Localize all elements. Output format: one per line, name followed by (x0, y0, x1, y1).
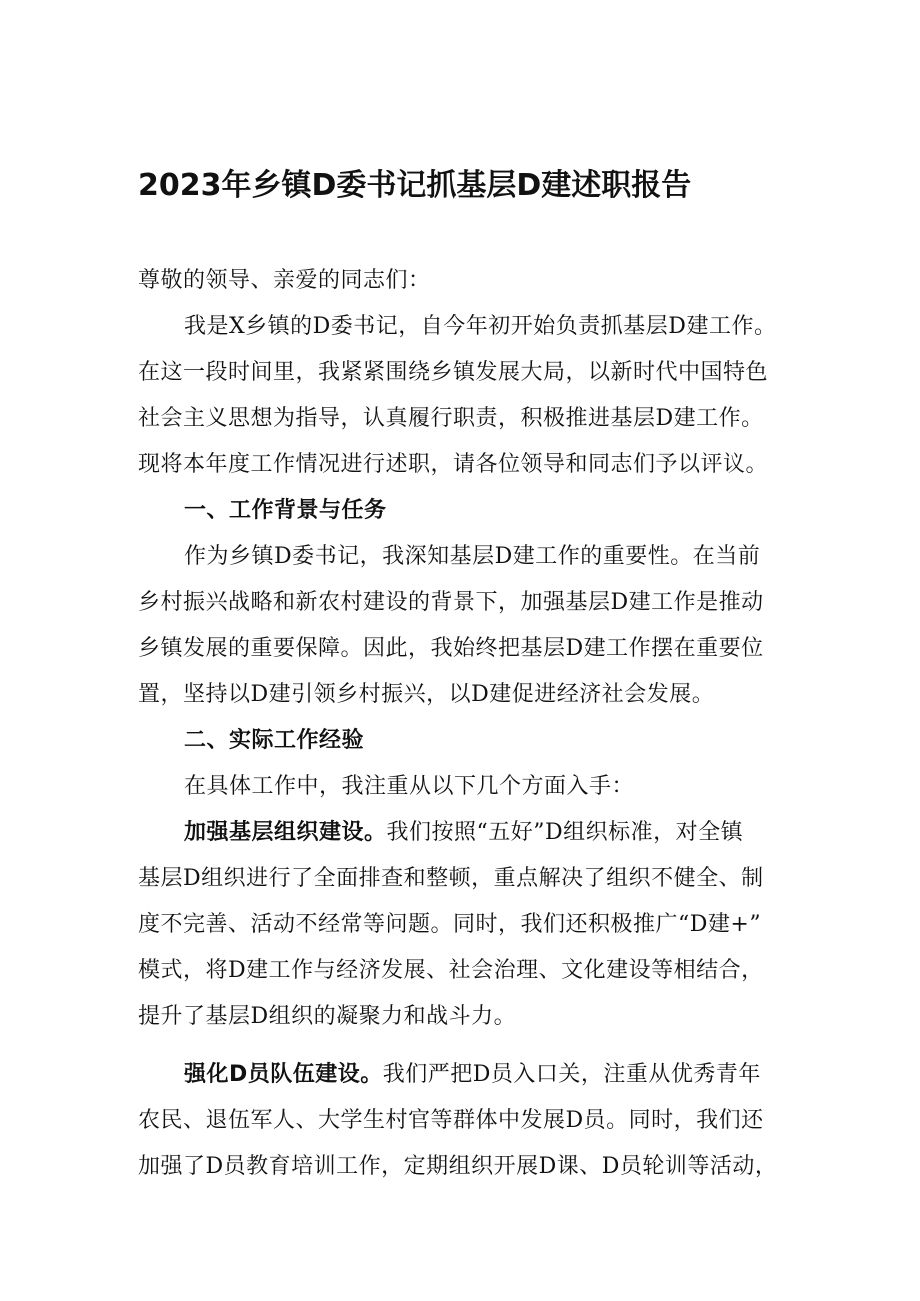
section-heading-experience: 二、实际工作经验 (184, 728, 365, 753)
section1-line: 乡村振兴战略和新农村建设的背景下，加强基层D建工作是推动 (138, 590, 764, 615)
para1-first-text: 我们按照“五好”D组织标准，对全镇 (386, 820, 744, 845)
section1-line: 置，坚持以D建引领乡村振兴，以D建促进经济社会发展。 (138, 682, 715, 707)
document-body (138, 258, 798, 1190)
greeting: 尊敬的领导、亲爱的同志们： (138, 268, 431, 293)
para2-lead: 强化D员队伍建设。 (184, 1062, 383, 1087)
para2-first-text: 我们严把D员入口关，注重从优秀青年 (382, 1062, 761, 1087)
intro-line: 在这一段时间里，我紧紧围绕乡镇发展大局，以新时代中国特色 (138, 360, 769, 385)
para2-first-line (138, 1052, 798, 1098)
para1-line: 度不完善、活动不经常等问题。同时，我们还积极推广“D建+” (138, 912, 762, 937)
para1-line: 模式，将D建工作与经济发展、社会治理、文化建设等相结合， (138, 958, 764, 983)
para1-line: 基层D组织进行了全面排查和整顿，重点解决了组织不健全、制 (138, 866, 764, 891)
section2-intro: 在具体工作中，我注重从以下几个方面入手： (184, 774, 635, 799)
para2-line: 加强了D员教育培训工作，定期组织开展D课、D员轮训等活动， (138, 1154, 778, 1179)
section1-line: 乡镇发展的重要保障。因此，我始终把基层D建工作摆在重要位 (138, 636, 764, 661)
intro-line: 我是X乡镇的D委书记，自今年初开始负责抓基层D建工作。 (184, 314, 777, 339)
para1-lead: 加强基层组织建设。 (184, 820, 387, 845)
document-title: 2023年乡镇D委书记抓基层D建述职报告 (138, 168, 692, 203)
para2-line: 农民、退伍军人、大学生村官等群体中发展D员。同时，我们还 (138, 1108, 764, 1133)
intro-line: 社会主义思想为指导，认真履行职责，积极推进基层D建工作。 (138, 406, 764, 431)
intro-line: 现将本年度工作情况进行述职，请各位领导和同志们予以评议。 (138, 452, 769, 477)
paragraph-gap (138, 1040, 798, 1052)
para1-line: 提升了基层D组织的凝聚力和战斗力。 (138, 1004, 517, 1029)
para1-first-line (138, 810, 798, 856)
section-heading-background: 一、工作背景与任务 (184, 498, 387, 523)
section1-line: 作为乡镇D委书记，我深知基层D建工作的重要性。在当前 (184, 544, 761, 569)
